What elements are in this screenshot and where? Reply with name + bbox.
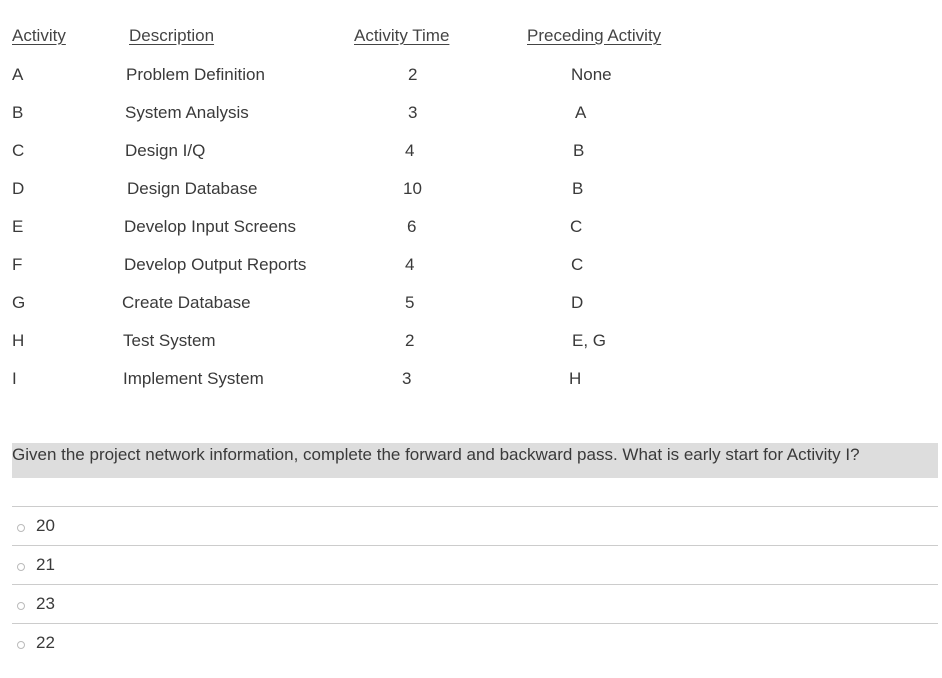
row-preceding: C [571, 255, 584, 274]
radio-button-icon[interactable] [17, 563, 25, 571]
row-time: 5 [405, 293, 415, 312]
header-activity-time: Activity Time [354, 26, 450, 45]
row-time: 4 [405, 255, 415, 274]
row-preceding: H [569, 369, 582, 388]
row-time: 2 [405, 331, 415, 350]
row-description: Test System [123, 331, 216, 350]
option-label: 22 [36, 633, 55, 652]
row-time: 10 [403, 179, 422, 198]
row-preceding: C [570, 217, 583, 236]
row-time: 3 [408, 103, 418, 122]
row-activity: F [12, 255, 23, 274]
row-description: Create Database [122, 293, 251, 312]
answer-options [12, 506, 938, 662]
option-item[interactable] [12, 506, 938, 545]
radio-button-icon[interactable] [17, 641, 25, 649]
row-activity: G [12, 293, 26, 312]
row-activity: B [12, 103, 24, 122]
row-activity: E [12, 217, 24, 236]
row-activity: A [12, 65, 24, 84]
row-description: System Analysis [125, 103, 249, 122]
radio-button-icon[interactable] [17, 524, 25, 532]
option-label: 20 [36, 516, 55, 535]
option-label: 21 [36, 555, 55, 574]
row-time: 4 [405, 141, 415, 160]
row-description: Design I/Q [125, 141, 206, 160]
row-activity: D [12, 179, 25, 198]
row-preceding: None [571, 65, 612, 84]
row-preceding: A [575, 103, 587, 122]
row-preceding: E, G [572, 331, 607, 350]
row-preceding: B [572, 179, 584, 198]
option-item[interactable] [12, 584, 938, 623]
row-activity: I [12, 369, 17, 388]
header-activity: Activity [12, 26, 66, 45]
option-label: 23 [36, 594, 55, 613]
row-time: 6 [407, 217, 417, 236]
row-time: 3 [402, 369, 412, 388]
header-preceding-activity: Preceding Activity [527, 26, 662, 45]
question-text: Given the project network information, complete the forward and backward pass. What is early start for Activity I? [12, 443, 938, 478]
row-time: 2 [408, 65, 418, 84]
row-description: Implement System [123, 369, 264, 388]
row-description: Design Database [127, 179, 258, 198]
row-preceding: D [571, 293, 584, 312]
radio-button-icon[interactable] [17, 602, 25, 610]
option-item[interactable] [12, 545, 938, 584]
row-description: Develop Output Reports [124, 255, 307, 274]
row-description: Develop Input Screens [124, 217, 296, 236]
row-activity: C [12, 141, 25, 160]
option-item[interactable] [12, 623, 938, 662]
header-description: Description [129, 26, 215, 45]
row-activity: H [12, 331, 25, 350]
row-preceding: B [573, 141, 585, 160]
row-description: Problem Definition [126, 65, 265, 84]
